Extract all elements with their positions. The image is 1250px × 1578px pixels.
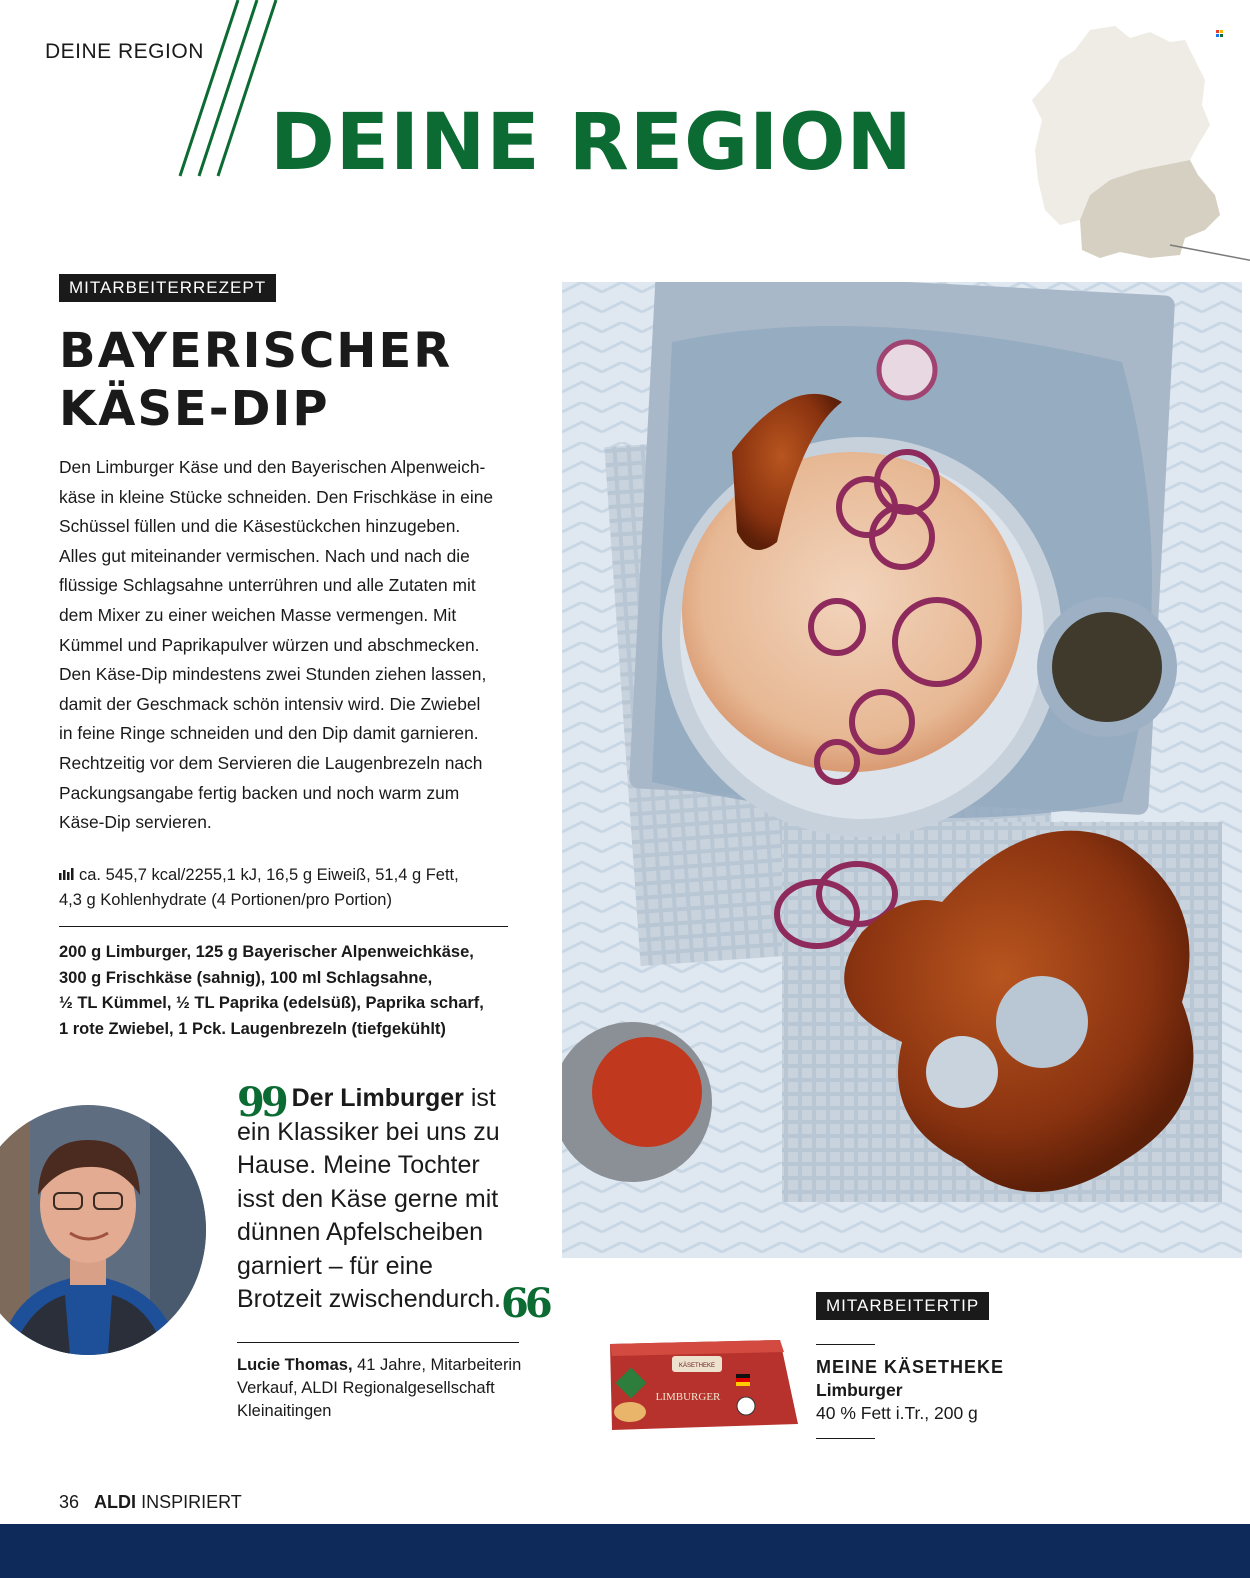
method-line: Schüssel füllen und die Käsestückchen hinzugeben. <box>59 516 461 537</box>
quote-line: Hause. Meine Tochter <box>237 1151 480 1179</box>
food-photo <box>562 282 1242 1258</box>
method-line: Käse-Dip servieren. <box>59 812 212 833</box>
nutrition-line: ca. 545,7 kcal/2255,1 kJ, 16,5 g Eiweiß, 51,4 g Fett, <box>79 866 459 884</box>
package-brand: KÄSETHEKE <box>678 1363 716 1369</box>
tip-tag: MITARBEITERTIP <box>816 1292 989 1320</box>
page-number: 36 <box>59 1492 80 1512</box>
method-line: käse in kleine Stücke schneiden. Den Frischkäse in eine <box>59 486 494 507</box>
quote-line: dünnen Apfelscheiben <box>237 1218 484 1246</box>
page-footer <box>59 1492 242 1513</box>
recipe-title <box>59 322 452 438</box>
divider <box>59 926 508 927</box>
bar-chart-icon <box>59 868 75 880</box>
quote-text: ist <box>463 1084 496 1112</box>
employee-details: 41 Jahre, Mitarbeiterin <box>352 1356 522 1374</box>
recipe-title-line: KÄSE-DIP <box>59 381 330 437</box>
quote-line: Brotzeit zwischendurch. <box>237 1285 502 1313</box>
ingredient-line: ½ TL Kümmel, ½ TL Paprika (edelsüß), Paprika scharf, <box>59 994 484 1012</box>
method-line: Alles gut miteinander vermischen. Nach und nach die <box>59 545 470 566</box>
method-line: Rechtzeitig vor dem Servieren die Laugenbrezeln nach <box>59 752 483 773</box>
ingredient-line: 300 g Frischkäse (sahnig), 100 ml Schlagsahne, <box>59 968 433 987</box>
page-title: DEINE REGION <box>270 98 913 188</box>
open-quote-mark: 99 <box>237 1079 285 1126</box>
nutrition-info <box>59 863 519 913</box>
method-line: Kümmel und Paprikapulver würzen und abschmecken. <box>59 634 480 655</box>
divider <box>816 1438 875 1439</box>
package-label: LIMBURGER <box>655 1391 721 1403</box>
quote-line: ein Klassiker bei uns zu <box>237 1117 500 1146</box>
quote-line: garniert – für eine <box>237 1251 433 1280</box>
tip-product-name: Limburger <box>816 1380 903 1400</box>
employee-details: Kleinaitingen <box>237 1402 332 1420</box>
section-label: DEINE REGION <box>45 40 204 63</box>
method-line: Den Käse-Dip mindestens zwei Stunden ziehen lassen, <box>59 664 487 685</box>
recipe-method <box>59 453 519 838</box>
tip-product-detail: 40 % Fett i.Tr., 200 g <box>816 1403 978 1423</box>
limburger-package <box>600 1330 800 1440</box>
footer-magazine: INSPIRIERT <box>141 1492 242 1512</box>
brand-dots-icon <box>1216 30 1226 38</box>
method-line: dem Mixer zu einer weichen Masse vermengen. Mit <box>59 604 457 625</box>
ingredient-line: 1 rote Zwiebel, 1 Pck. Laugenbrezeln (tiefgekühlt) <box>59 1019 446 1038</box>
germany-map-icon <box>1020 20 1250 270</box>
quote-emphasis: Der Limburger <box>291 1084 464 1112</box>
method-line: damit der Geschmack schön intensiv wird. Die Zwiebel <box>59 693 481 714</box>
method-line: Packungsangabe fertig backen und noch warm zum <box>59 782 460 803</box>
tip-heading: MEINE KÄSETHEKE <box>816 1357 1005 1377</box>
employee-credit <box>237 1354 521 1423</box>
recipe-title-line: BAYERISCHER <box>59 323 453 379</box>
method-line: flüssige Schlagsahne unterrühren und alle Zutaten mit <box>59 575 476 596</box>
tip-block <box>816 1356 1004 1425</box>
divider <box>816 1344 875 1345</box>
quote-line: isst den Käse gerne mit <box>237 1184 499 1213</box>
method-line: Den Limburger Käse und den Bayerischen Alpenweich- <box>59 457 486 477</box>
ingredients-list <box>59 940 484 1042</box>
recipe-tag: MITARBEITERREZEPT <box>59 274 276 302</box>
employee-name: Lucie Thomas, <box>237 1356 353 1374</box>
employee-portrait <box>0 1105 206 1355</box>
bottom-bar <box>0 1524 1250 1578</box>
method-line: in feine Ringe schneiden und den Dip damit garnieren. <box>59 723 479 744</box>
employee-quote <box>237 1079 549 1327</box>
close-quote-mark: 66 <box>501 1280 549 1327</box>
nutrition-line: 4,3 g Kohlenhydrate (4 Portionen/pro Portion) <box>59 891 392 909</box>
ingredient-line: 200 g Limburger, 125 g Bayerischer Alpenweichkäse, <box>59 943 474 961</box>
divider <box>237 1342 519 1343</box>
employee-details: Verkauf, ALDI Regionalgesellschaft <box>237 1379 495 1397</box>
footer-brand: ALDI <box>94 1492 137 1512</box>
